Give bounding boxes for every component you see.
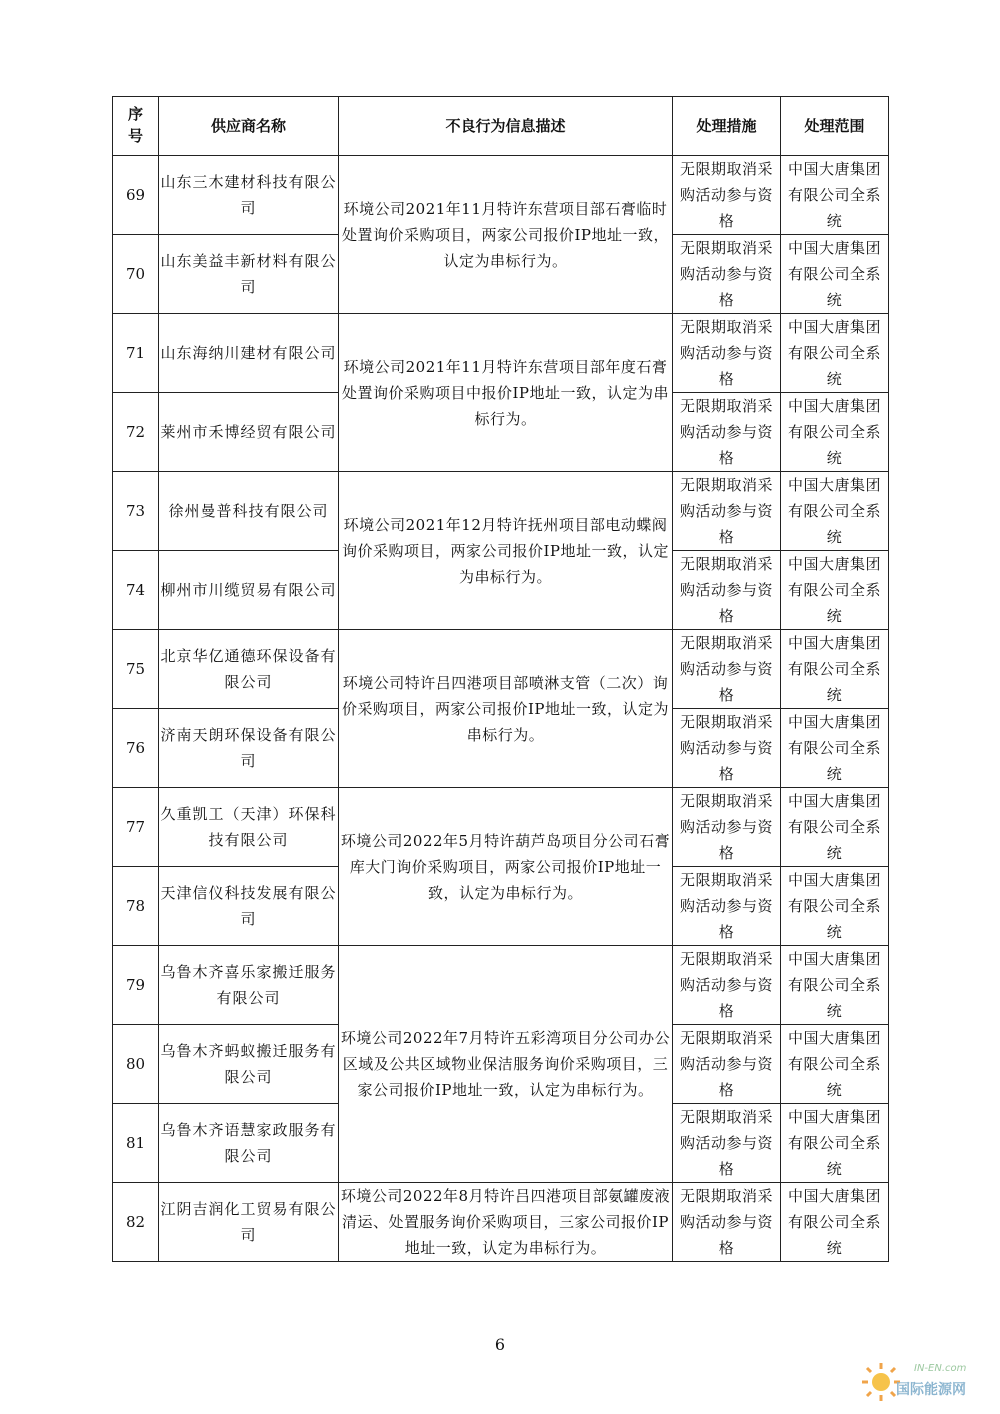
- misconduct-description: 环境公司特许吕四港项目部喷淋支管（二次）询价采购项目，两家公司报价IP地址一致，认定为串标行为。: [339, 630, 673, 788]
- table-row: [113, 788, 889, 867]
- header-no: 序号: [113, 97, 159, 156]
- handling-action: 无限期取消采购活动参与资格: [673, 314, 781, 393]
- misconduct-description: 环境公司2022年7月特许五彩湾项目分公司办公区域及公共区域物业保洁服务询价采购项目，三家公司报价IP地址一致，认定为串标行为。: [339, 946, 673, 1183]
- header-action: 处理措施: [673, 97, 781, 156]
- row-no: 71: [113, 314, 159, 393]
- page-number: 6: [494, 1335, 506, 1354]
- table-row: [113, 156, 889, 235]
- supplier-name: 乌鲁木齐蚂蚁搬迁服务有限公司: [159, 1025, 339, 1104]
- row-no: 78: [113, 867, 159, 946]
- supplier-misconduct-table: [112, 96, 889, 1262]
- handling-scope: 中国大唐集团有限公司全系统: [781, 867, 889, 946]
- supplier-name: 山东三木建材科技有限公司: [159, 156, 339, 235]
- watermark-brand: 国际能源网: [896, 1382, 966, 1398]
- supplier-name: 北京华亿通德环保设备有限公司: [159, 630, 339, 709]
- supplier-name: 天津信仪科技发展有限公司: [159, 867, 339, 946]
- handling-scope: 中国大唐集团有限公司全系统: [781, 946, 889, 1025]
- row-no: 77: [113, 788, 159, 867]
- supplier-name: 山东美益丰新材料有限公司: [159, 235, 339, 314]
- supplier-name: 柳州市川缆贸易有限公司: [159, 551, 339, 630]
- handling-action: 无限期取消采购活动参与资格: [673, 1104, 781, 1183]
- handling-scope: 中国大唐集团有限公司全系统: [781, 314, 889, 393]
- table-row: [113, 314, 889, 393]
- table-row: [113, 472, 889, 551]
- handling-action: 无限期取消采购活动参与资格: [673, 1183, 781, 1262]
- table-row: [113, 946, 889, 1025]
- handling-scope: 中国大唐集团有限公司全系统: [781, 1183, 889, 1262]
- table-header-row: [113, 97, 889, 156]
- misconduct-description: 环境公司2021年11月特许东营项目部年度石膏处置询价采购项目中报价IP地址一致，认定为串标行为。: [339, 314, 673, 472]
- handling-action: 无限期取消采购活动参与资格: [673, 393, 781, 472]
- handling-action: 无限期取消采购活动参与资格: [673, 630, 781, 709]
- header-desc: 不良行为信息描述: [339, 97, 673, 156]
- handling-action: 无限期取消采购活动参与资格: [673, 235, 781, 314]
- row-no: 75: [113, 630, 159, 709]
- header-name: 供应商名称: [159, 97, 339, 156]
- header-scope: 处理范围: [781, 97, 889, 156]
- watermark-site: IN-EN.com: [914, 1363, 967, 1374]
- handling-action: 无限期取消采购活动参与资格: [673, 946, 781, 1025]
- handling-action: 无限期取消采购活动参与资格: [673, 472, 781, 551]
- handling-action: 无限期取消采购活动参与资格: [673, 709, 781, 788]
- handling-action: 无限期取消采购活动参与资格: [673, 156, 781, 235]
- table-row: [113, 1183, 889, 1262]
- supplier-name: 乌鲁木齐语慧家政服务有限公司: [159, 1104, 339, 1183]
- handling-scope: 中国大唐集团有限公司全系统: [781, 1025, 889, 1104]
- row-no: 73: [113, 472, 159, 551]
- misconduct-description: 环境公司2021年12月特许抚州项目部电动蝶阀询价采购项目，两家公司报价IP地址一致，认定为串标行为。: [339, 472, 673, 630]
- handling-action: 无限期取消采购活动参与资格: [673, 788, 781, 867]
- misconduct-description: 环境公司2022年8月特许吕四港项目部氨罐废液清运、处置服务询价采购项目，三家公司报价IP地址一致，认定为串标行为。: [339, 1183, 673, 1262]
- supplier-name: 山东海纳川建材有限公司: [159, 314, 339, 393]
- handling-scope: 中国大唐集团有限公司全系统: [781, 156, 889, 235]
- row-no: 80: [113, 1025, 159, 1104]
- handling-action: 无限期取消采购活动参与资格: [673, 1025, 781, 1104]
- handling-scope: 中国大唐集团有限公司全系统: [781, 551, 889, 630]
- handling-scope: 中国大唐集团有限公司全系统: [781, 393, 889, 472]
- row-no: 72: [113, 393, 159, 472]
- handling-scope: 中国大唐集团有限公司全系统: [781, 472, 889, 551]
- handling-scope: 中国大唐集团有限公司全系统: [781, 788, 889, 867]
- watermark-logo: [858, 1355, 993, 1407]
- row-no: 69: [113, 156, 159, 235]
- supplier-name: 江阴吉润化工贸易有限公司: [159, 1183, 339, 1262]
- row-no: 76: [113, 709, 159, 788]
- handling-scope: 中国大唐集团有限公司全系统: [781, 235, 889, 314]
- row-no: 70: [113, 235, 159, 314]
- row-no: 81: [113, 1104, 159, 1183]
- supplier-name: 徐州曼普科技有限公司: [159, 472, 339, 551]
- handling-scope: 中国大唐集团有限公司全系统: [781, 630, 889, 709]
- row-no: 79: [113, 946, 159, 1025]
- supplier-name: 久重凯工（天津）环保科技有限公司: [159, 788, 339, 867]
- handling-scope: 中国大唐集团有限公司全系统: [781, 1104, 889, 1183]
- misconduct-description: 环境公司2021年11月特许东营项目部石膏临时处置询价采购项目，两家公司报价IP地址一致，认定为串标行为。: [339, 156, 673, 314]
- supplier-name: 济南天朗环保设备有限公司: [159, 709, 339, 788]
- handling-action: 无限期取消采购活动参与资格: [673, 551, 781, 630]
- handling-action: 无限期取消采购活动参与资格: [673, 867, 781, 946]
- row-no: 82: [113, 1183, 159, 1262]
- table-row: [113, 630, 889, 709]
- row-no: 74: [113, 551, 159, 630]
- handling-scope: 中国大唐集团有限公司全系统: [781, 709, 889, 788]
- misconduct-description: 环境公司2022年5月特许葫芦岛项目分公司石膏库大门询价采购项目，两家公司报价IP地址一致，认定为串标行为。: [339, 788, 673, 946]
- supplier-name: 乌鲁木齐喜乐家搬迁服务有限公司: [159, 946, 339, 1025]
- supplier-name: 莱州市禾博经贸有限公司: [159, 393, 339, 472]
